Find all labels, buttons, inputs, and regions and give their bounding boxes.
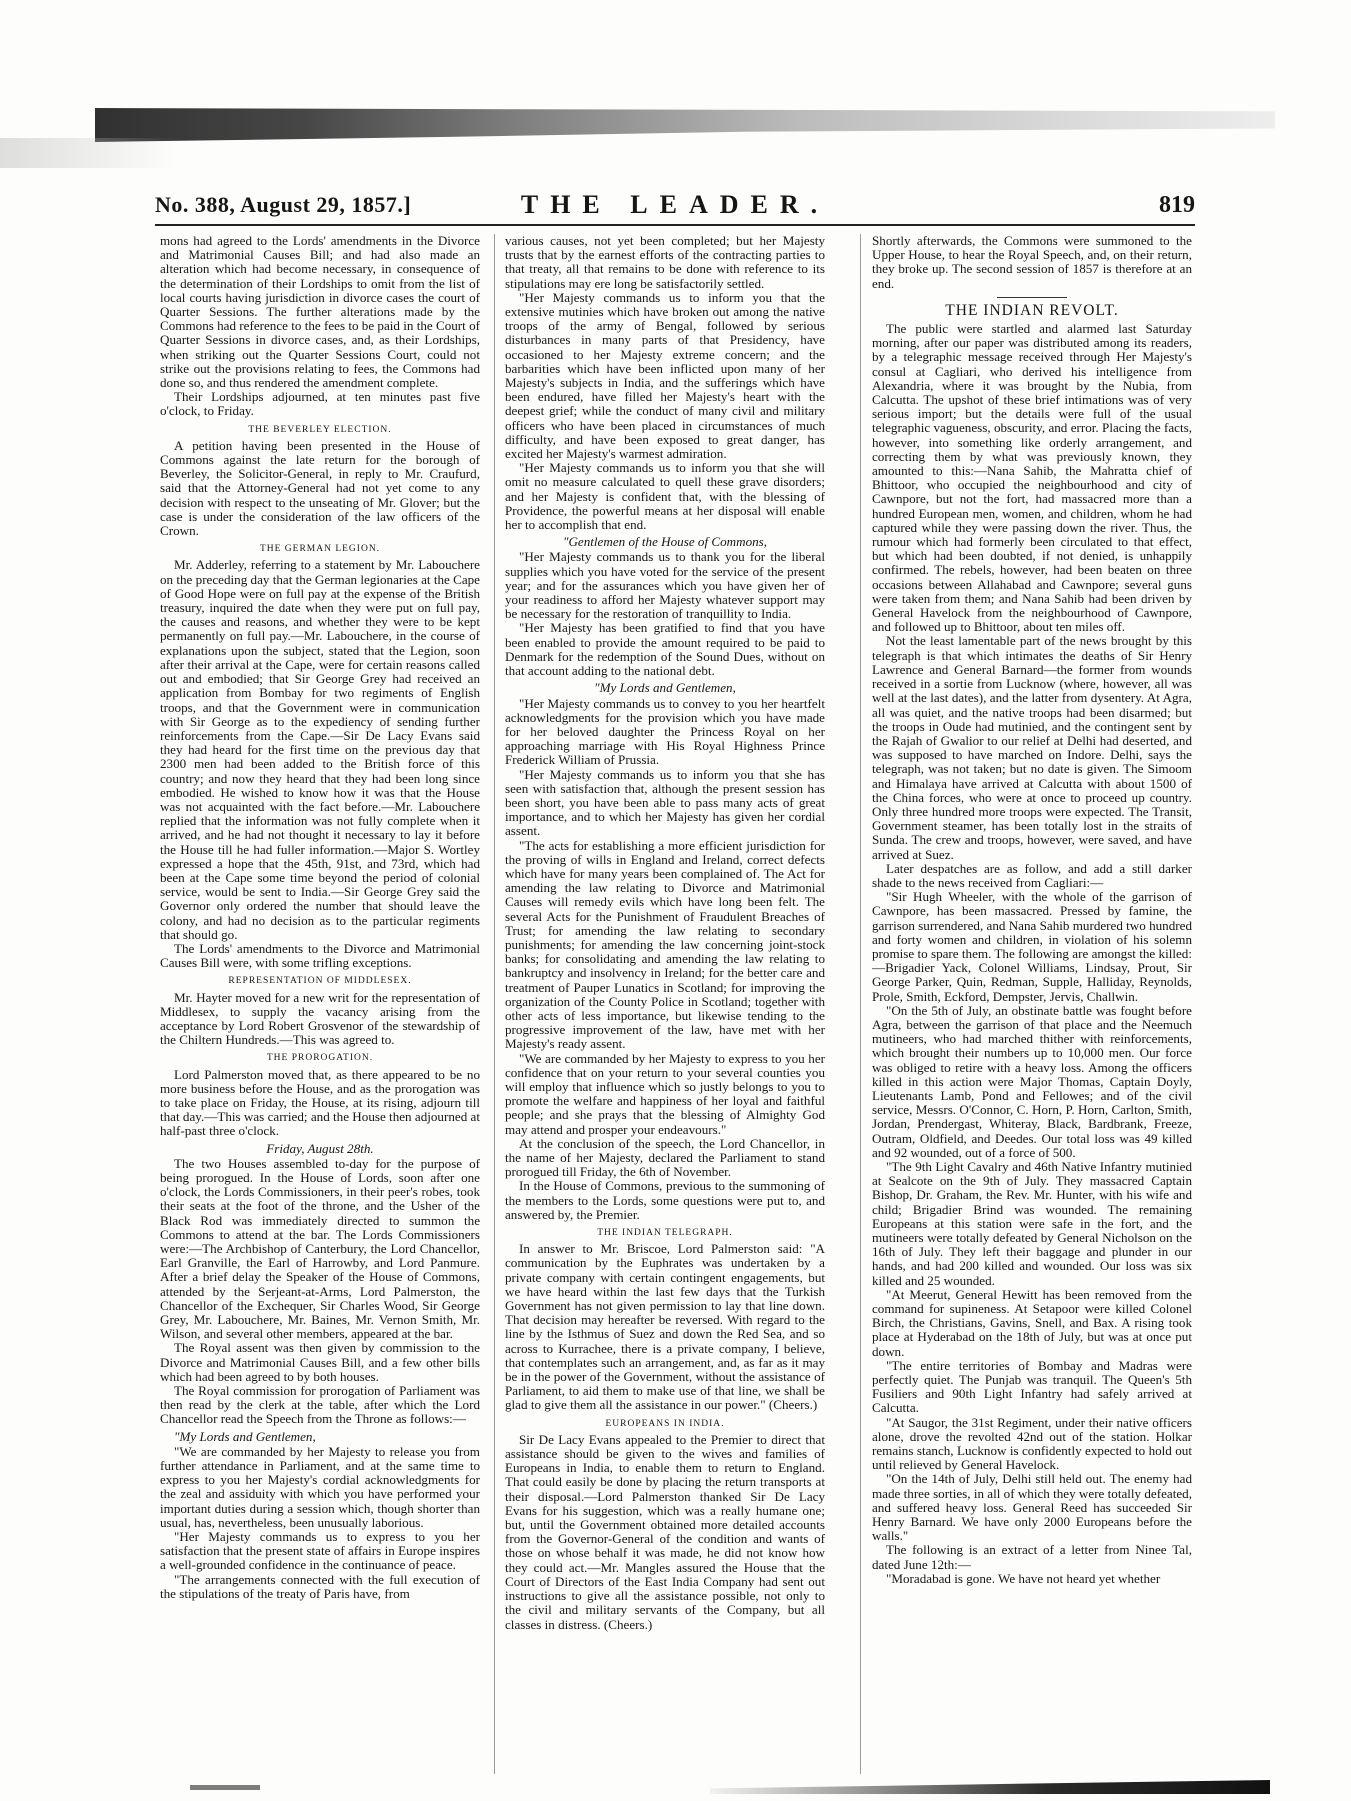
paragraph: Their Lordships adjourned, at ten minutes past five o'clock, to Friday. [160,389,480,419]
paragraph: Mr. Hayter moved for a new writ for the representation of Middlesex, to supply the vacancy arising from the acceptance by Lord Robert Grosvenor of the stewardship of the Chiltern Hundreds.—This was agreed to. [160,989,480,1048]
paragraph: "Her Majesty has been gratified to find that you have been enabled to provide the amount required to be paid to Denmark for the redemption of the Sound Dues, without on that account adding to the national debt. [505,620,825,679]
paragraph: The two Houses assembled to-day for the purpose of being prorogued. In the House of Lords, soon after one o'clock, the Lords Commissioners, in their peer's robes, took their seats at the foot of the throne, and the Usher of the Black Rod was immediately directed to summon the Commons to attend at the bar. The Lords Commissioners were:—The Archbishop of Canterbury, the Lord Chancellor, Earl Granville, the Earl of Harrowby, and Lord Panmure. After a brief delay the Speaker of the House of Commons, attended by the Serjeant-at-Arms, Lord Palmerston, the Chancellor of the Exchequer, Sir Charles Wood, Sir George Grey, Mr. Labouchere, Mr. Baines, Mr. Vernon Smith, Mr. Wilson, and several other members, appeared at the bar. [160,1155,480,1342]
paragraph: "Her Majesty commands us to inform you that she has seen with satisfaction that, although the present session has been short, you have been able to pass many acts of great importance, and to which her Majesty has given her cordial assent. [505,766,825,839]
paragraph: The Royal commission for prorogation of Parliament was then read by the clerk at the table, after which the Lord Chancellor read the Speech from the Throne as follows:— [160,1383,480,1427]
section-subheading: THE GERMAN LEGION. [259,544,381,555]
page-number: 819 [1159,192,1195,218]
section-subheading: EUROPEANS IN INDIA. [605,1418,725,1429]
article-heading: THE INDIAN REVOLT. [945,301,1119,319]
paragraph: The public were startled and alarmed last Saturday morning, after our paper was distributed among its readers, by a telegraphic message received through Her Majesty's consul at Cagliari, who derived his intelligence from Alexandria, where it was brought by the Nubia, from Calcutta. The upshot of these brief intimations was of very serious import; but the details were full of the usual telegraphic vagueness, obscurity, and error. Placing the facts, however, into something like orderly arrangement, and correcting them by what was previously known, they amounted to this:—Nana Sahib, the Mahratta chief of Bhittoor, who occupied the neighbourhood and city of Cawnpore, but not the fort, had massacred more than a hundred European men, women, and children, whom he had captured while they were passing down the river. Thus, the rumour which had formerly been circulated to that effect, but which had been doubted, if not denied, is unhappily confirmed. The rebels, however, had been beaten on three occasions between Allahabad and Cawnpore; several guns were taken from them; and Nana Sahib had been driven by General Havelock from the neighbourhood of Cawnpore, and followed up to Bhittoor, about ten miles off. [872,321,1192,635]
paragraph: In the House of Commons, previous to the summoning of the members to the Lords, some questions were put to, and answered by, the Premier. [505,1178,825,1222]
paragraph: "Her Majesty commands us to convey to you her heartfelt acknowledgments for the provision which you have made for her beloved daughter the Princess Royal on her approaching marriage with His Royal Highness Prince Frederick William of Prussia. [505,695,825,768]
paragraph: Shortly afterwards, the Commons were summoned to the Upper House, to hear the Royal Speech, and, on their return, they broke up. The second session of 1857 is therefore at an end. [872,234,1192,291]
scan-edge-bottom [710,1780,1270,1794]
paragraph: "Her Majesty commands us to express to you her satisfaction that the present state of affairs in Europe inspires a well-grounded confidence in the continuance of peace. [160,1529,480,1573]
paragraph: "The 9th Light Cavalry and 46th Native Infantry mutinied at Sealcote on the 9th of July. They massacred Captain Bishop, Dr. Graham, the Rev. Mr. Hunter, with his wife and child; Brigadier Brind was wounded. The remaining Europeans at this station were safe in the fort, and the mutineers were totally defeated by General Nicholson on the 16th of July. They left their baggage and plunder in our hands, and had 200 killed and wounded. Our loss was six killed and 25 wounded. [872,1159,1192,1288]
scan-edge-top [95,108,1275,142]
paragraph: Not the least lamentable part of the news brought by this telegraph is that which intimates the deaths of Sir Henry Lawrence and General Barnard—the former from wounds received in a sortie from Lucknow (where, however, all was well at the last dates), and the latter from dysentery. At Agra, all was quiet, and the native troops had been disarmed; but the troops in Oude had mutinied, and the contingent sent by the Rajah of Gwalior to our relief at Delhi had deserted, and was supposed to have marched on Indore. Delhi, says the telegraph, was not taken; but no date is given. The Simoom and Himalaya have arrived at Calcutta with about 1500 of the China forces, who were at once to proceed up country. Only three hundred more troops were expected. The Transit, Government steamer, has been totally lost in the straits of Sunda. The crew and troops, however, were saved, and have arrived at Suez. [872,633,1192,862]
section-subheading: THE BEVERLEY ELECTION. [248,424,392,435]
column-3 [872,234,1192,1776]
masthead-title: THE LEADER. [520,190,830,219]
paragraph: "The arrangements connected with the full execution of the stipulations of the treaty of Paris have, from [160,1571,480,1601]
column-rule [494,234,495,1774]
paragraph: A petition having been presented in the House of Commons against the late return for the borough of Beverley, the Solicitor-General, in reply to Mr. Craufurd, said that the Attorney-General had not yet come to any decision with respect to the unseating of Mr. Glover; but the case is under the consideration of the law officers of the Crown. [160,437,480,539]
page-header [155,190,1195,226]
salutation: "My Lords and Gentlemen, [594,680,736,696]
paragraph: "At Saugor, the 31st Regiment, under their native officers alone, drove the revolted 42nd out of the station. Holkar remains stanch, Lucknow is confidently expected to hold out until relieved by General Havelock. [872,1414,1192,1473]
paragraph: "Her Majesty commands us to thank you for the liberal supplies which you have voted for the service of the present year; and for the assurances which you have given her of your readiness to afford her Majesty whatever support may be necessary for the restoration of tranquillity to India. [505,549,825,622]
salutation: "Gentlemen of the House of Commons, [562,534,768,550]
paragraph: mons had agreed to the Lords' amendments in the Divorce and Matrimonial Causes Bill; and had also made an alteration which had become necessary, in consequence of the determination of their Lordships to omit from the list of local courts having jurisdiction in divorce cases the court of Quarter Sessions. The further alterations made by the Commons had reference to the fees to be paid in the Court of Quarter Sessions in divorce cases, and, as their Lordships, when striking out the Quarter Sessions Court, could not strike out the provisions relating to fees, the Commons had done so, and thus rendered the amendment complete. [160,234,480,391]
paragraph: "Sir Hugh Wheeler, with the whole of the garrison of Cawnpore, has been massacred. Pressed by famine, the garrison surrendered, and Nana Sahib murdered two hundred and forty women and children, in violation of his solemn promise to spare them. The following are amongst the killed:—Brigadier Yack, Colonel Williams, Lindsay, Prout, Sir George Parker, Quin, Redman, Supple, Halliday, Reynolds, Prole, Smith, Eckford, Dempster, Jervis, Challwin. [872,889,1192,1004]
paragraph: Sir De Lacy Evans appealed to the Premier to direct that assistance should be given to the wives and families of Europeans in India, to enable them to return to England. That could easily be done by placing the return transports at their disposal.—Lord Palmerston thanked Sir De Lacy Evans for his suggestion, which was a really humane one; but, until the Government obtained more detailed accounts from the Governor-General of the condition and wants of those on whose behalf it was made, he did not know how they could act.—Mr. Mangles assured the House that the Court of Directors of the East India Company had sent out instructions to give all the assistance possible, not only to the civil and military servants of the Company, but all classes in distress. (Cheers.) [505,1431,825,1632]
section-subheading: THE INDIAN TELEGRAPH. [597,1228,733,1239]
paragraph: Later despatches are as follow, and add a still darker shade to the news received from Cagliari:— [872,860,1192,890]
scan-shadow [0,138,180,168]
scan-mark [190,1785,260,1790]
section-subheading: THE PROROGATION. [266,1053,374,1064]
date-line: Friday, August 28th. [266,1140,374,1156]
paragraph: "We are commanded by her Majesty to release you from further attendance in Parliament, and at the same time to express to you her Majesty's cordial acknowledgments for the zeal and assiduity with which you have performed your important duties during a session which, though shorter than usual, has, nevertheless, been unusually laborious. [160,1443,480,1530]
paragraph: At the conclusion of the speech, the Lord Chancellor, in the name of her Majesty, declared the Parliament to stand prorogued till Friday, the 6th of November. [505,1135,825,1180]
paragraph: various causes, not yet been completed; but her Majesty trusts that by the earnest efforts of the contracting parties to that treaty, all that remains to be done with reference to its stipulations may ere long be satisfactorily settled. [505,234,825,291]
column-rule [860,234,861,1774]
paragraph: "Her Majesty commands us to inform you that she will omit no measure calculated to quell these grave disorders; and her Majesty is confident that, with the blessing of Providence, the powerful means at her disposal will enable her to accomplish that end. [505,460,825,533]
paragraph: "On the 14th of July, Delhi still held out. The enemy had made three sorties, in all of which they were totally defeated, and suffered heavy loss. General Reed has succeeded Sir Henry Barnard. We have only 2000 Europeans before the walls." [872,1471,1192,1544]
divider [997,297,1067,298]
paragraph: "On the 5th of July, an obstinate battle was fought before Agra, between the garrison of that place and the Neemuch mutineers, who had marched thither with reinforcements, which brought their numbers up to 10,000 men. Our force was obliged to retire with a heavy loss. Among the officers killed in this action were Major Thomas, Captain Doyly, Lieutenants Lamb, Pond and Fellowes; and of the civil service, Messrs. O'Connor, C. Horn, P. Horn, Carlton, Smith, Jordan, Prendergast, Whiteray, Black, Bardbrank, Freeze, Outram, Oldfield, and Deedes. Our total loss was 49 killed and 92 wounded, out of a force of 500. [872,1002,1192,1160]
column-1 [160,234,480,1776]
paragraph: "Her Majesty commands us to inform you that the extensive mutinies which have broken out among the native troops of the army of Bengal, followed by serious disturbances in many parts of that Presidency, have occasioned to her Majesty extreme concern; and the barbarities which have been inflicted upon many of her Majesty's subjects in India, and the sufferings which have been endured, have filled her Majesty's heart with the deepest grief; while the conduct of many civil and military officers who have been placed in circumstances of much difficulty, and have been exposed to great danger, has excited her Majesty's warmest admiration. [505,289,825,462]
paragraph: "Moradabad is gone. We have not heard yet whether [886,1570,1161,1586]
paragraph: The Lords' amendments to the Divorce and Matrimonial Causes Bill were, with some trifling exceptions. [160,940,480,971]
paragraph: Lord Palmerston moved that, as there appeared to be no more business before the House, and as the prorogation was to take place on Friday, the House, at its rising, adjourn till that day.—This was carried; and the House then adjourned at half-past three o'clock. [160,1066,480,1139]
paragraph: The following is an extract of a letter from Ninee Tal, dated June 12th:— [872,1542,1192,1572]
column-2 [505,234,825,1776]
paragraph: "The entire territories of Bombay and Madras were perfectly quiet. The Punjab was tranquil. The Queen's 5th Fusiliers and 90th Light Infantry had safely arrived at Calcutta. [872,1357,1192,1416]
section-subheading: REPRESENTATION OF MIDDLESEX. [228,976,412,987]
issue-info: No. 388, August 29, 1857.] [155,192,412,217]
paragraph: In answer to Mr. Briscoe, Lord Palmerston said: "A communication by the Euphrates was undertaken by a private company with certain contingent engagements, but we have heard within the last few days that the Turkish Government has not given permission to lay that line down. That decision may hereafter be reversed. With regard to the line by the Isthmus of Suez and down the Red Sea, and so across to Kurrachee, there is a private company, I believe, that contemplates such an arrangement, and, as far as it may be in the power of the Government, without the assistance of Parliament, to aid them to make use of that line, we shall be glad to give them all the assistance in our power." (Cheers.) [505,1241,825,1413]
paragraph: "We are commanded by her Majesty to express to you her confidence that on your return to your several counties you will employ that influence which so justly belongs to you to promote the welfare and happiness of her loyal and faithful people; and she prays that the blessing of Almighty God may attend and prosper your endeavours." [505,1050,825,1137]
paragraph: The Royal assent was then given by commission to the Divorce and Matrimonial Causes Bill, and a few other bills which had been agreed to by both houses. [160,1340,480,1384]
paragraph: Mr. Adderley, referring to a statement by Mr. Labouchere on the preceding day that the German legionaries at the Cape of Good Hope were on full pay at the expense of the British treasury, inquired the date when they were put on full pay, the causes and reasons, and whether they were to be kept permanently on full pay.—Mr. Labouchere, in the course of explanations upon the subject, stated that the Legion, soon after their arrival at the Cape, were for certain reasons called out and embodied; that Sir George Grey had received an application from Bombay for two regiments of English troops, and that the Government were in communication with Sir George as to the expediency of sending further reinforcements from the Cape.—Sir De Lacy Evans said they had heard for the first time on the previous day that 2300 men had been added to the British force of this country; and now they heard that they had been long since embodied. He wished to know how it was that the House was not acquainted with the fact before.—Mr. Labouchere replied that the information was not fully complete when it arrived, and he had not thought it necessary to lay it before the House till he had fuller information.—Major S. Wortley expressed a hope that the 45th, 91st, and 73rd, which had been at the Cape some time beyond the period of colonial service, would be sent to India.—Sir George Grey said the Governor only ordered the number that should leave the colony, and had no decision as to the particular regiments that should go. [160,557,480,942]
paragraph: "At Meerut, General Hewitt has been removed from the command for supineness. At Setapoor were killed Colonel Birch, the Christians, Gavins, Snell, and Bax. A rising took place at Hyderabad on the 18th of July, but was at once put down. [872,1286,1192,1359]
salutation: "My Lords and Gentlemen, [174,1428,316,1444]
paragraph: "The acts for establishing a more efficient jurisdiction for the proving of wills in England and Ireland, correct defects which have for many years been complained of. The Act for amending the law relating to Divorce and Matrimonial Causes will remedy evils which have long been felt. The several Acts for the Punishment of Fraudulent Breaches of Trust; for amending the law relating to secondary punishments; for amending the law concerning joint-stock banks; for consolidating and amending the law relating to bankruptcy and insolvency in Ireland; for the better care and treatment of Pauper Lunatics in Scotland; for improving the organization of the County Police in Scotland; together with other acts of less importance, but likewise tending to the progressive improvement of the law, have met with her Majesty's ready assent. [505,837,825,1052]
